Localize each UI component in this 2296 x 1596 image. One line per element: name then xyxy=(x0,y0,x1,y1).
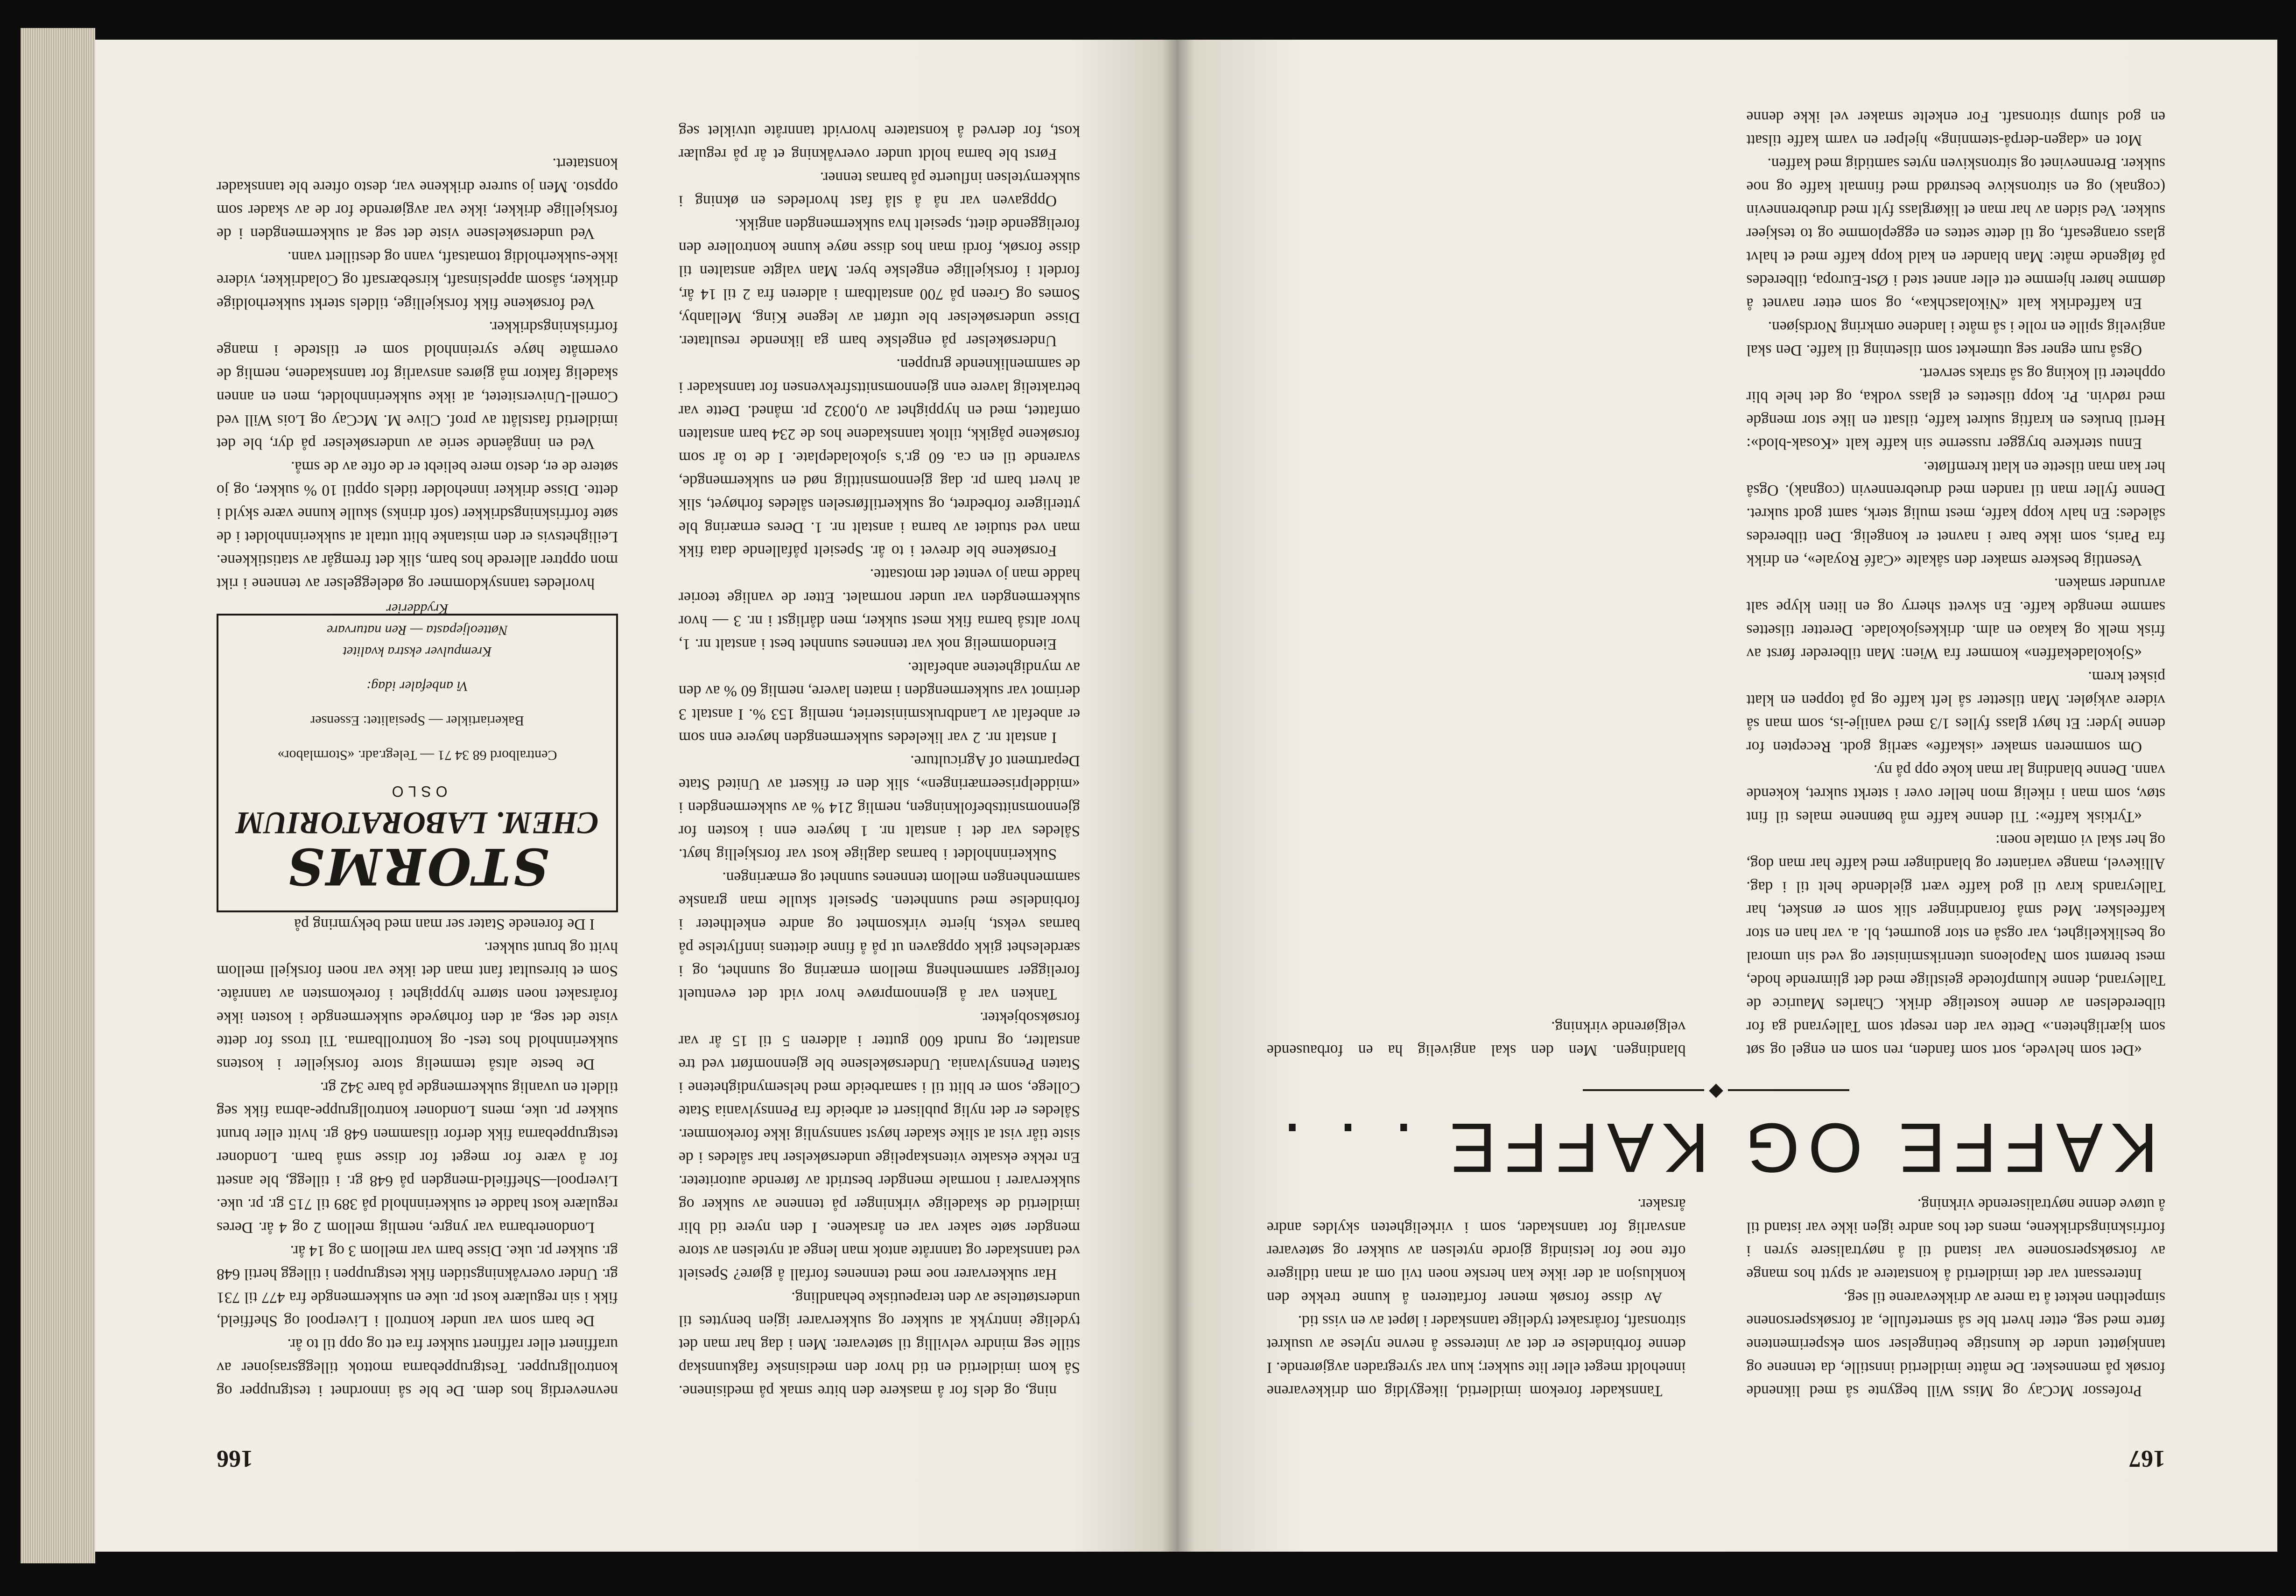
paragraph: «Sjokoladekaffen» kommer fra Wien: Man tilbereder først av frisk melk og kakao en alm. drikkesjokolade. Deretter tilsettes samme mengde kaffe. En skvett sherry og en liten klype salt avrunder smaken. xyxy=(1746,575,2165,662)
paragraph: Interessant var det imidlertid å konstatere at spytt hos mange av forsøkspersonene var istand til å nøytralisere syren i forfriskningsdrikkene, mens det hos andre igjen ikke var istand til å utøve denne nøytraliserende virkning. xyxy=(1746,1196,2165,1283)
paragraph: Sukkerinnholdet i barnas daglige kost var forskjellig høyt. Således var det i anstalt nr. 1 høyere enn i kosten for gjennomsnittsbefolkningen, nemlig 214 % av sukkermengden i «middelpriseernæringen», slik den er fiksert av United State Department of Agriculture. xyxy=(679,752,1080,863)
paragraph: Ennu sterkere brygger russerne sin kaffe kalt «Kosak-blod»: Hertil brukes en kraftig sukret kaffe, tilsatt en like stor mengde med rødvin. Pr. kopp tilsettes et glass vodka, og det hele blir oppheter til koking og så straks servert. xyxy=(1746,365,2165,452)
ad-spacer xyxy=(232,731,602,744)
page-number-left: 167 xyxy=(2129,1445,2165,1472)
paragraph: hvorledes tannsykdommer og ødeleggelser av tennene i rikt mon opptrer allerede hos barn, slik det fremgår av statistikkene. Leilighetsvis er den mistanke blitt uttalt at sukkerinnholdet i de søte forfriskningsdrikker (soft drinks) skulle kunne være skyld i dette. Disse drikker inneholder tidels opptil 10 % sukker, og jo søtere de er, desto mere beliebt er de ofte av de små. xyxy=(217,458,618,592)
paragraph: De barn som var under kontroll i Liverpool og Sheffield, fikk i sin regulære kost pr. uke en sukkermengde fra 477 til 731 gr. Under overvåkningstiden fikk testgruppen i tillegg hertil 648 gr. sukker pr. uke. Disse barn var mellom 3 og 14 år. xyxy=(217,1242,618,1330)
paragraph: I anstalt nr. 2 var likeledes sukkermengden høyere enn som er anbefalt av Landbruksministeriet, nemlig 153 %. I anstalt 3 derimot var sukkermengden i maten lavere, nemlig 60 % av den av myndighetene anbefalte. xyxy=(679,659,1080,746)
book-gutter xyxy=(1162,40,1194,1552)
page-edges xyxy=(21,28,95,1563)
ad-product: Nøtteoljepasta — Ren naturvare xyxy=(327,623,508,638)
paragraph: Vesentlig beskere smaker den såkalte «Café Royale», en drikk fra Paris, som ikke bare i navnet er kongelig. Den tilberedes således: En halv kopp kaffe, mest mulig sterk, samt godt sukret. Denne fyller man til randen med druebrennevin (cognak). Også her kan man tilsette en klatt kremfløte. xyxy=(1746,458,2165,569)
paragraph: Ved undersøkelsene viste det seg at sukkermengden i de forskjellige drikker, ikke var avgjørende for de av skader som oppsto. Men jo surere drikkene var, desto oftere ble tannskader konstatert. xyxy=(217,155,618,242)
paragraph: Londonerbarna var yngre, nemlig mellom 2 og 4 år. Deres regulære kost hadde et sukkerinnhold på 389 til 715 gr. pr. uke. Liverpool—Sheffield-mengden på 648 gr. i tillegg, ble ansett for å være for meget for disse små barn. Londoner testgruppebarna fikk derfor tilsammen 648 gr. hvitt eller brunt sukker pr. uke, mens Londoner kontrollgruppe-abrna fikk seg tildelt en uvanlig sukkermengde på bare 342 gr. xyxy=(217,1079,618,1236)
paragraph: Også rum egner seg utmerket som tilsetning til kaffe. Den skal angivelig spille en rolle i så måte i landene omkring Nordsjøen. xyxy=(1746,318,2165,359)
ad-specialties: Bakeriartikler — Spesialitet: Essenser xyxy=(310,713,524,728)
ornament-rule-left xyxy=(1728,1089,1849,1091)
ad-spacer xyxy=(232,697,602,710)
left-page-text xyxy=(1267,100,2165,1402)
paragraph: Oppgaven var nå å slå fast hvorledes en økning i sukkernytelsen influerte på barnas tenner. xyxy=(679,169,1080,210)
paragraph: Om sommeren smaker «iskaffe» særlig godt. Recepten for denne lyder: Et høyt glass fylles 1/3 med vanilje-is, som man så videre avkjøler. Man tilsetter så left kaffe og på toppen en klatt pisket krem. xyxy=(1746,668,2165,756)
ad-company-subtitle: CHEM. LABORATORIUM xyxy=(236,805,599,841)
paragraph: I De forenede Stater ser man med bekymring på xyxy=(294,916,595,933)
ad-company-name: STORMS xyxy=(286,837,549,896)
paragraph: Ved en inngående serie av undersøkelser på dyr, ble det imidlertid fastslått av prof. Clive M. McCay og Lois Will ved Cornell-Universitetet, at ikke sukkerinnholdet, men en annen skadelig faktor må gjøres ansvarlig for tannskadene, nemlig de overmåte høye syreinnhold som er tilstede i mange forfriskningsdrikker. xyxy=(217,318,618,452)
paragraph: Har sukkervarer noe med tennenes forfall å gjøre? Spesielt ved tannskader og tannråte antok man lenge at nytelsen av store mengder søte saker var en årsakene. I den nyere tid blir imidlertid de skadelige virkninger på tennene av sukker og sukkervarer i normale mengder bestridt av førende autoriteter. En rekke eksakte vitenskapelige undersøkelser har således i de siste tiår vist at slike skader høyst sannsynlig ikke forekommer. Således er det nylig publisert et arbeide fra Pennsylvania State College, som er blitt til i samarbeide med helsemyndighetene i Staten Pennsylvania. Undersøkelsene ble gjennomført ved tre anstalter, og rundt 600 gutter i alderen 5 til 15 år var forsøksobjekter. xyxy=(679,1009,1080,1283)
page-number-right: 166 xyxy=(217,1445,253,1472)
paragraph: Tannskader forekom imidlertid, likegyldig om drikkevarene inneholdt meget eller lite sukker; kun var syregraden avgjørende. I denne forbindelse er det av interesse å nevne nylese av usukret sitronsaft, forårsaket tydelige tannskader i løpet av en viss tid. xyxy=(1267,1312,1686,1400)
paragraph: Tanken var å gjennomprøve hvor vidt det eventuelt foreligger sammenheng mellom ernæring og sunnhet, og i særdeleshet gikk oppgaven ut på å finne diettens innflytelse på barnas vekst, hjerte virksomhet og andre enkeltheter i forbindelse med sunnheten. Spesielt skulle man granske sammenhengen mellom tennenes sunnhet og ernæringen. xyxy=(679,869,1080,1003)
ornament-rule-right xyxy=(1583,1089,1704,1091)
paragraph: Eiendommelig nok var tennenes sunnhet best i anstalt nr. 1, hvor altså barna fikk mest sukker, men dårligst i nr. 3 — hvor sukkermengden var under normalet. Etter de vanlige teorier hadde man jo ventet det motsatte. xyxy=(679,566,1080,653)
storms-advertisement xyxy=(217,601,618,912)
paragraph: De beste altså temmelig store forskjeller i kostens sukkerinnhold hos test- og kontrollbarna. Til tross for dette viste det seg, at den forhøyede sukkermengde i kosten ikke forårsaket noen større hyppighet i forekomsten av tannråte. Som et biresultat fant man det ikke var noen forskjell mellom hvitt og brunt sukker. xyxy=(217,939,618,1073)
ad-product: Krempulver ekstra kvalitet xyxy=(343,644,492,659)
paragraph: Først ble barna holdt under overvåkning et år på regulær kost, for derved å konstatere hvorvidt tannråte utviklet seg nevneverdig hos dem. De ble så innordnet i testgrupper og kontrollgrupper. Testgruppebarna mottok tilleggsrasjoner av uraffinert eller raffinert sukker fra ett og opp til to år. xyxy=(217,122,1080,1400)
article-title: KAFFE OG KAFFE . . . xyxy=(1274,1109,2158,1187)
ad-product: Krydderier xyxy=(386,601,449,616)
paragraph: «Tyrkisk kaffe»: Til denne kaffe må bønnene males til fint støv, som man i rikelig mon heller over i sterkt sukret, kokende vann. Denne blanding lar man koke opp på ny. xyxy=(1746,762,2165,826)
page-167 xyxy=(1178,40,2277,1552)
paragraph: Av disse forsøk mener forfatteren å kunne trekke den konklusjon at der ikke kan herske noen tvil om at man tidligere ofte noe for letsindig gjorde nytelsen av sukker og søtevarer ansvarlig for tannskader, som i virkeligheten skyldes andre årsaker. xyxy=(1267,1196,1686,1306)
title-ornament xyxy=(1267,1080,2165,1104)
ad-city: OSLO xyxy=(387,783,448,800)
paragraph: Professor McCay og Miss Will begynte så med liknende forsøk på mennesker. De måtte imidlertid innstille, da tennene og tannkjøttet under de kunstige betingelser som eksperimentene førte med seg, etter hvert ble så smertefulle, at forsøkspersonene simpelthen nektet å ta mere av drikkevarene til seg. xyxy=(1746,1289,2165,1400)
diamond-ornament-icon: ◆ xyxy=(1709,1082,1723,1103)
paragraph: «Det som helvede, sort som fanden, ren som en engel og søt som kjærligheten.» Dette var den resept som Talleyrand ga for tilberedelsen av denne kostelige drikk. Charles Maurice de Talleyrand, denne klumpfotede geistlige med det glimrende hode, mest berømt som Napoleons utenriksminister og ved sin umoral og beslikkelighet, var også en stor gourmet, bl. a. var han en stor kaffeelsker. Med små forandringer slik som er ønsket, har Talleyrands krav til god kaffe vært gjeldende helt til i dag. Allikevel, mange varianter og blandinger med kaffe har man dog, og her skal vi omtale noen: xyxy=(1746,832,2165,1059)
ad-contact: Centralbord 68 34 71 — Telegr.adr. «Stormlabor» xyxy=(277,748,557,763)
ad-spacer xyxy=(232,662,602,675)
right-page-text xyxy=(217,100,1080,1402)
paragraph: Forsøkene ble drevet i to år. Spesielt påfallende data fikk man ved studiet av barna i anstalt nr. 1. Deres ernæring ble ytterligere forbedret, og sukkertilførselen således forhøyet, slik at hvert barn pr. dag gjennomsnittlig nød en sukkermengde, svarende til en ca. 60 gr.'s sjokoladeplate. I de to år som forsøkene pågikk, tiltok tannskadene hos de 234 barn anstalten omfattet, med en hyppighet av 0,0032 pr. måned. Dette var betraktelig lavere enn gjennomsnittsfrekvensen for tannskader i de sammenliknende gruppen. xyxy=(679,356,1080,560)
paragraph: ning, og dels for å maskere den bitre smak på medisinene. Så kom imidlertid en tid hvor den medisinske fagkunnskap stille seg mindre velvillig til søtevarer. Men i dag har man det tydelige inntrykk at sukker og sukkervarer igjen benyttes til understøttelse av den terapeutiske behandling. xyxy=(679,1289,1080,1400)
paragraph: Ved forsøkene fikk forskjellige, tildels sterkt sukkerholdige drikker, såsom appelsinsaft, kirsebærsaft og Coladrikker, videre ikke-sukkerholdig tomatsaft, vann og destillert vann. xyxy=(217,248,618,312)
ad-recommend: Vi anbefaler idag: xyxy=(366,679,468,694)
page-166 xyxy=(95,40,1178,1552)
paragraph: Undersøkelser på engelske barn ga liknende resultater. Disse undersøkelser ble utført av legene King, Mellanby, Somes og Green på 700 anstaltbarn i alderen fra 2 til 14 år, fordelt i forskjellige engelske byer. Man valgte anstalten til disse forsøk, fordi man hos disse nøye kunne kontrollere den foreliggende diett, spesielt hva sukkermengden angikk. xyxy=(679,216,1080,350)
paragraph: En kaffedrikk kalt «Nikolaschka», og som etter navnet å dømme hører hjemme ett eller annet sted i Øst-Europa, tilberedes på følgende måte: Man blander en kald kopp kaffe med et halvt glass orangesaft, og til dette settes en eggeplomme og to teskjeer sukker. Ved siden av har man et likørglass fylt med druebrennevin (cognak) og en sitronskive bestrødd med finmalt kaffe og noe sukker. Brennevinet og sitronskiven nytes samtidig med kaffen. xyxy=(1746,155,2165,312)
paragraph: Mot en «dagen-derpå-stemning» hjelper en varm kaffe tilsatt en god slump sitronsaft. For enkelte smaker vel ikke denne blandingen. Men den skal angivelig ha en forbausende velgjørende virkning. xyxy=(1267,108,2165,1059)
